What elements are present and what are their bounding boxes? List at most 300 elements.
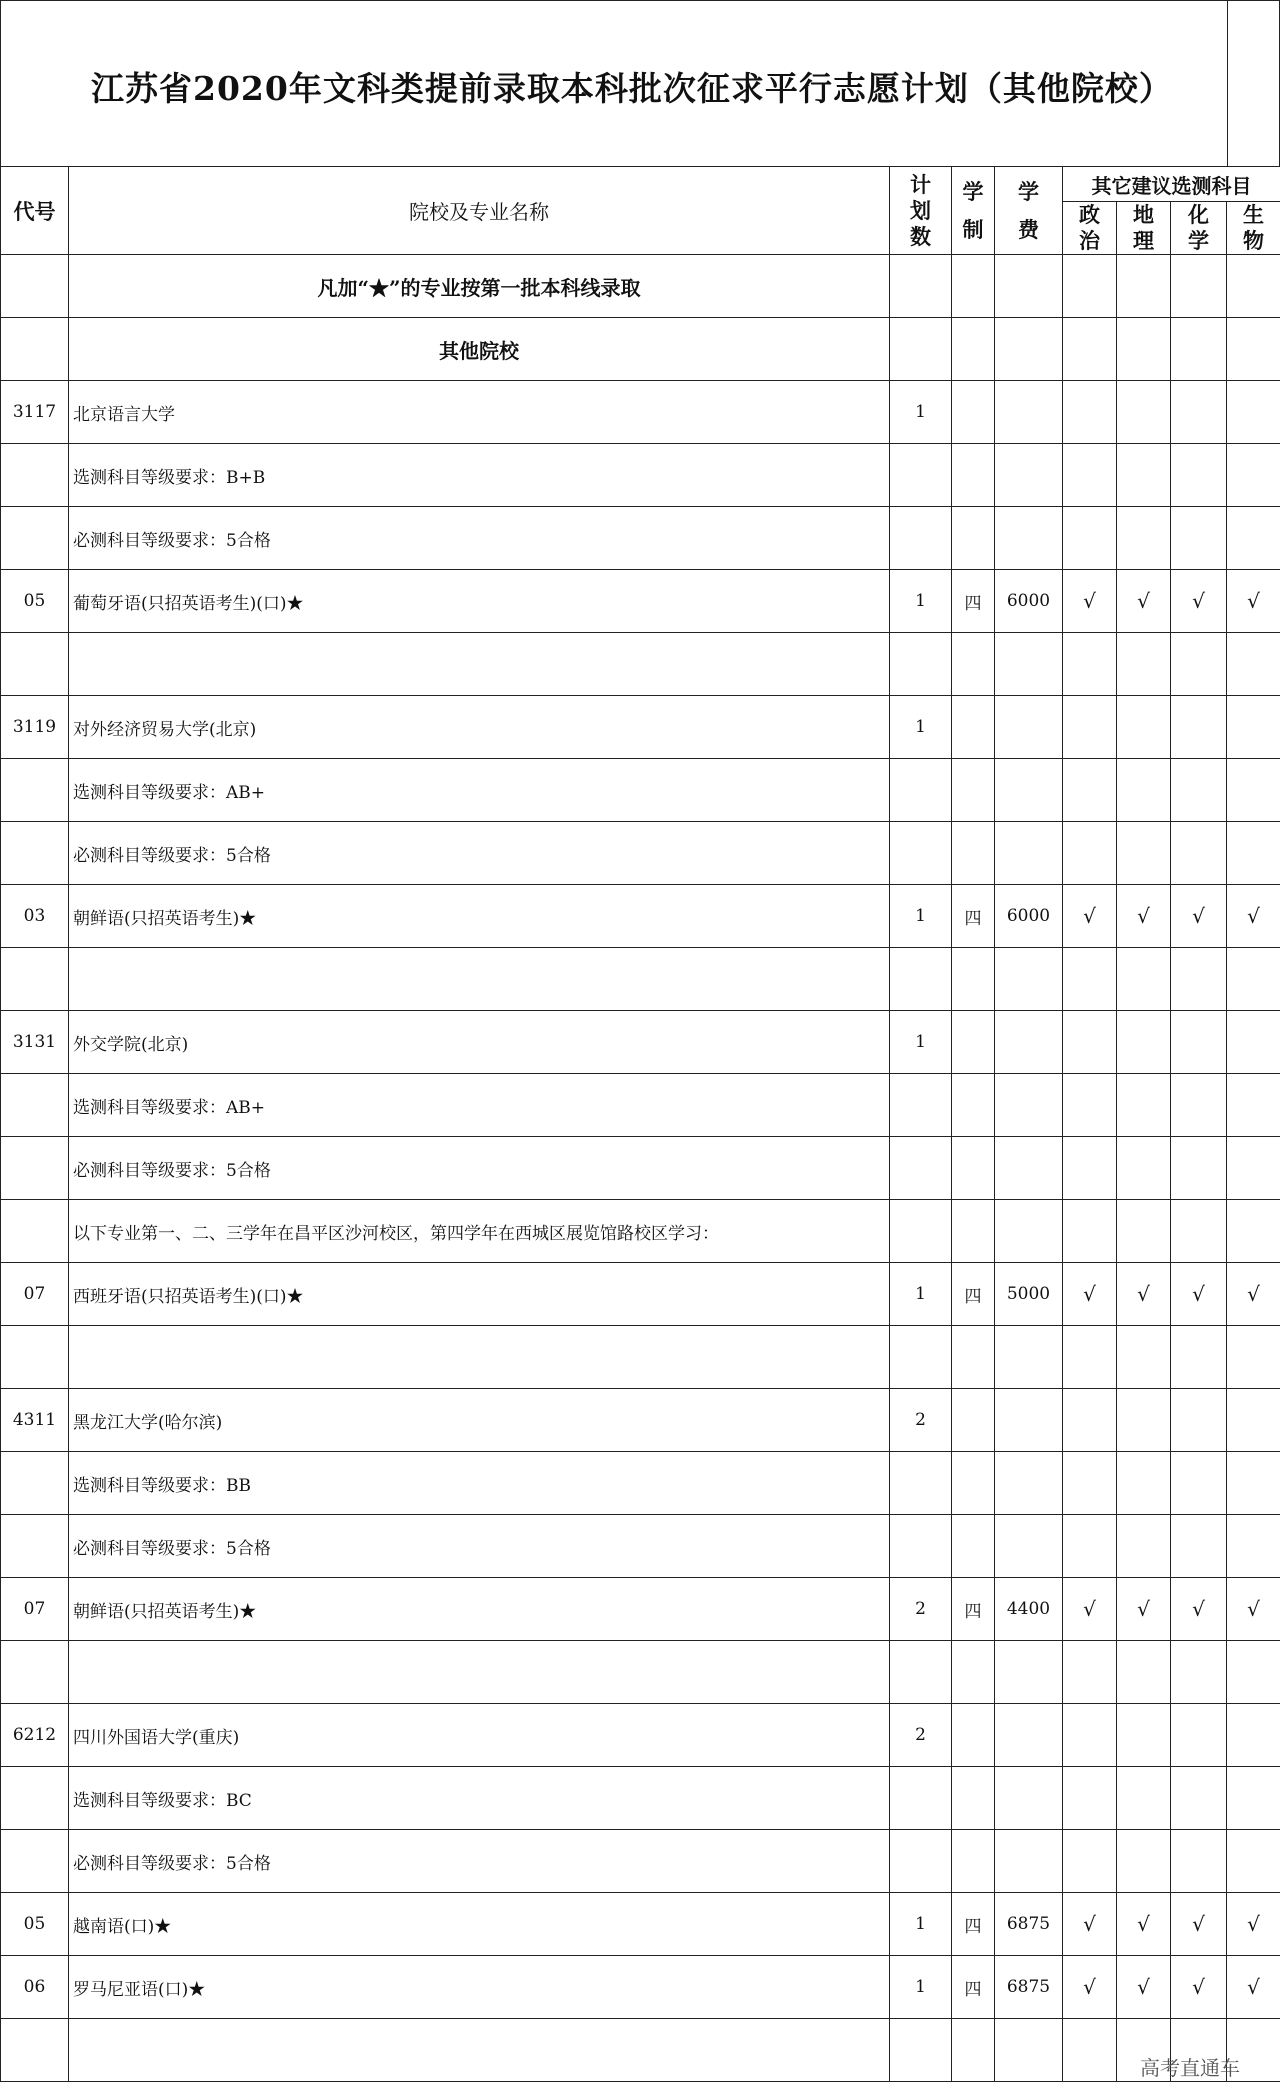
check-biology	[1227, 1515, 1280, 1578]
check-geography	[1117, 318, 1171, 381]
check-politics	[1063, 1641, 1117, 1704]
fee-cell	[995, 381, 1063, 444]
duration-cell	[952, 1767, 995, 1830]
duration-cell	[952, 1011, 995, 1074]
check-chemistry: √	[1171, 1893, 1227, 1956]
check-biology	[1227, 318, 1280, 381]
check-chemistry	[1171, 1767, 1227, 1830]
name-cell: 葡萄牙语(只招英语考生)(口)★	[69, 570, 890, 633]
check-biology	[1227, 822, 1280, 885]
check-politics: √	[1063, 1263, 1117, 1326]
header-politics	[1063, 202, 1117, 255]
plan-count-cell: 1	[890, 1011, 952, 1074]
duration-cell	[952, 255, 995, 318]
check-geography	[1117, 1704, 1171, 1767]
plan-count-cell	[890, 444, 952, 507]
check-geography	[1117, 633, 1171, 696]
check-politics	[1063, 1767, 1117, 1830]
header-name: 院校及专业名称	[69, 167, 890, 255]
table-row-blank	[1, 2019, 1280, 2082]
check-chemistry	[1171, 822, 1227, 885]
duration-cell	[952, 1515, 995, 1578]
check-biology	[1227, 1767, 1280, 1830]
table-row-note	[1, 507, 1280, 570]
table-row-blank	[1, 1326, 1280, 1389]
header-char: 学	[1188, 228, 1209, 253]
check-geography	[1117, 1074, 1171, 1137]
fee-cell	[995, 948, 1063, 1011]
table-row-note	[1, 1767, 1280, 1830]
header-char: 治	[1079, 228, 1100, 253]
check-biology	[1227, 444, 1280, 507]
check-geography	[1117, 1389, 1171, 1452]
code-cell	[1, 318, 69, 381]
check-politics	[1063, 633, 1117, 696]
plan-count-cell: 1	[890, 1893, 952, 1956]
code-cell	[1, 1767, 69, 1830]
name-cell: 朝鲜语(只招英语考生)★	[69, 885, 890, 948]
header-char: 地	[1133, 202, 1154, 227]
check-politics: √	[1063, 1893, 1117, 1956]
check-biology	[1227, 1074, 1280, 1137]
plan-count-cell: 2	[890, 1389, 952, 1452]
check-politics	[1063, 1830, 1117, 1893]
code-cell: 3117	[1, 381, 69, 444]
check-biology	[1227, 1830, 1280, 1893]
plan-count-cell	[890, 318, 952, 381]
title-row	[0, 0, 1280, 166]
header-row-top	[1, 167, 1280, 202]
table-row-blank	[1, 948, 1280, 1011]
table-row-school	[1, 1011, 1280, 1074]
fee-cell	[995, 1767, 1063, 1830]
check-geography	[1117, 1326, 1171, 1389]
name-cell: 必测科目等级要求：5合格	[69, 507, 890, 570]
check-politics	[1063, 1515, 1117, 1578]
check-chemistry	[1171, 1515, 1227, 1578]
check-biology	[1227, 1137, 1280, 1200]
check-chemistry	[1171, 381, 1227, 444]
name-cell	[69, 633, 890, 696]
check-geography	[1117, 1515, 1171, 1578]
code-cell	[1, 1137, 69, 1200]
name-cell	[69, 2019, 890, 2082]
plan-count-cell: 2	[890, 1704, 952, 1767]
check-chemistry	[1171, 1326, 1227, 1389]
fee-cell	[995, 1011, 1063, 1074]
name-cell: 罗马尼亚语(口)★	[69, 1956, 890, 2019]
code-cell	[1, 633, 69, 696]
plan-count-cell	[890, 1074, 952, 1137]
fee-cell	[995, 444, 1063, 507]
check-politics	[1063, 1389, 1117, 1452]
code-cell	[1, 759, 69, 822]
check-biology	[1227, 381, 1280, 444]
check-geography	[1117, 759, 1171, 822]
fee-cell	[995, 759, 1063, 822]
check-politics	[1063, 1074, 1117, 1137]
check-politics: √	[1063, 570, 1117, 633]
duration-cell	[952, 1137, 995, 1200]
fee-cell: 6875	[995, 1893, 1063, 1956]
header-char: 物	[1243, 228, 1264, 253]
duration-cell	[952, 1200, 995, 1263]
check-geography	[1117, 507, 1171, 570]
name-cell: 四川外国语大学(重庆)	[69, 1704, 890, 1767]
fee-cell	[995, 1830, 1063, 1893]
check-geography	[1117, 1200, 1171, 1263]
name-cell: 选测科目等级要求：AB+	[69, 1074, 890, 1137]
check-chemistry	[1171, 507, 1227, 570]
code-cell: 05	[1, 570, 69, 633]
table-row-school	[1, 696, 1280, 759]
plan-count-cell	[890, 1326, 952, 1389]
table-row-banner	[1, 255, 1280, 318]
code-cell: 05	[1, 1893, 69, 1956]
check-chemistry	[1171, 1389, 1227, 1452]
duration-cell	[952, 696, 995, 759]
code-cell: 03	[1, 885, 69, 948]
check-biology	[1227, 1704, 1280, 1767]
duration-cell	[952, 444, 995, 507]
check-chemistry	[1171, 318, 1227, 381]
header-char: 学	[1018, 178, 1039, 204]
check-geography	[1117, 696, 1171, 759]
check-biology	[1227, 633, 1280, 696]
fee-cell	[995, 696, 1063, 759]
header-char: 数	[910, 223, 931, 249]
fee-cell	[995, 318, 1063, 381]
check-chemistry: √	[1171, 1263, 1227, 1326]
check-geography: √	[1117, 1263, 1171, 1326]
check-politics	[1063, 759, 1117, 822]
check-politics	[1063, 318, 1117, 381]
plan-count-cell	[890, 1767, 952, 1830]
code-cell: 06	[1, 1956, 69, 2019]
duration-cell	[952, 1704, 995, 1767]
fee-cell: 6000	[995, 570, 1063, 633]
check-politics	[1063, 1137, 1117, 1200]
check-biology	[1227, 1452, 1280, 1515]
fee-cell	[995, 633, 1063, 696]
code-cell	[1, 507, 69, 570]
table-row-major	[1, 1263, 1280, 1326]
header-char: 费	[1018, 216, 1039, 242]
check-biology: √	[1227, 570, 1280, 633]
fee-cell	[995, 255, 1063, 318]
fee-cell	[995, 1074, 1063, 1137]
section-banner: 其他院校	[69, 318, 890, 381]
name-cell: 选测科目等级要求：AB+	[69, 759, 890, 822]
name-cell: 选测科目等级要求：BC	[69, 1767, 890, 1830]
header-char: 政	[1079, 202, 1100, 227]
section-banner: 凡加“★”的专业按第一批本科线录取	[69, 255, 890, 318]
code-cell	[1, 1200, 69, 1263]
check-politics	[1063, 1011, 1117, 1074]
check-politics: √	[1063, 1956, 1117, 2019]
check-geography	[1117, 444, 1171, 507]
code-cell	[1, 1641, 69, 1704]
name-cell: 朝鲜语(只招英语考生)★	[69, 1578, 890, 1641]
name-cell	[69, 948, 890, 1011]
header-char: 理	[1133, 228, 1154, 253]
duration-cell: 四	[952, 885, 995, 948]
check-chemistry	[1171, 633, 1227, 696]
check-chemistry	[1171, 1011, 1227, 1074]
check-geography: √	[1117, 885, 1171, 948]
duration-cell	[952, 381, 995, 444]
duration-cell	[952, 2019, 995, 2082]
check-politics	[1063, 444, 1117, 507]
check-biology	[1227, 507, 1280, 570]
name-cell: 必测科目等级要求：5合格	[69, 822, 890, 885]
table-row-major	[1, 1893, 1280, 1956]
duration-cell	[952, 1389, 995, 1452]
table-row-blank	[1, 1641, 1280, 1704]
check-chemistry	[1171, 255, 1227, 318]
admission-plan-table	[0, 166, 1280, 2082]
code-cell: 3131	[1, 1011, 69, 1074]
header-chemistry	[1171, 202, 1227, 255]
name-cell: 选测科目等级要求：B+B	[69, 444, 890, 507]
name-cell: 必测科目等级要求：5合格	[69, 1830, 890, 1893]
table-row-note	[1, 1200, 1280, 1263]
name-cell	[69, 1326, 890, 1389]
header-fee	[995, 167, 1063, 255]
duration-cell	[952, 633, 995, 696]
header-char: 化	[1188, 202, 1209, 227]
check-politics	[1063, 696, 1117, 759]
header-biology	[1227, 202, 1280, 255]
plan-count-cell: 1	[890, 381, 952, 444]
duration-cell	[952, 948, 995, 1011]
table-row-school	[1, 1704, 1280, 1767]
plan-count-cell	[890, 1515, 952, 1578]
check-geography	[1117, 822, 1171, 885]
plan-count-cell	[890, 1200, 952, 1263]
check-biology	[1227, 696, 1280, 759]
table-row-school	[1, 1389, 1280, 1452]
table-row-major	[1, 885, 1280, 948]
table-row-note	[1, 444, 1280, 507]
plan-count-cell	[890, 1452, 952, 1515]
fee-cell	[995, 1515, 1063, 1578]
check-biology: √	[1227, 1578, 1280, 1641]
check-politics	[1063, 255, 1117, 318]
table-row-major	[1, 570, 1280, 633]
code-cell	[1, 1830, 69, 1893]
table-row-note	[1, 1074, 1280, 1137]
table-row-note	[1, 1830, 1280, 1893]
plan-count-cell	[890, 1641, 952, 1704]
fee-cell	[995, 1389, 1063, 1452]
plan-count-cell	[890, 1830, 952, 1893]
check-politics	[1063, 2019, 1117, 2082]
check-politics: √	[1063, 885, 1117, 948]
plan-count-cell	[890, 507, 952, 570]
name-cell: 越南语(口)★	[69, 1893, 890, 1956]
check-chemistry	[1171, 696, 1227, 759]
code-cell	[1, 822, 69, 885]
duration-cell: 四	[952, 1956, 995, 2019]
duration-cell: 四	[952, 1893, 995, 1956]
fee-cell	[995, 507, 1063, 570]
fee-cell	[995, 1704, 1063, 1767]
check-biology	[1227, 1326, 1280, 1389]
fee-cell	[995, 1326, 1063, 1389]
name-cell: 外交学院(北京)	[69, 1011, 890, 1074]
code-cell: 07	[1, 1263, 69, 1326]
check-geography: √	[1117, 1956, 1171, 2019]
plan-count-cell: 1	[890, 1956, 952, 2019]
check-biology	[1227, 255, 1280, 318]
plan-count-cell	[890, 2019, 952, 2082]
name-cell: 西班牙语(只招英语考生)(口)★	[69, 1263, 890, 1326]
check-chemistry	[1171, 444, 1227, 507]
check-chemistry	[1171, 1641, 1227, 1704]
page-title: 江苏省2020年文科类提前录取本科批次征求平行志愿计划（其他院校）	[91, 69, 1173, 108]
check-geography	[1117, 381, 1171, 444]
check-geography	[1117, 1767, 1171, 1830]
header-char: 划	[910, 197, 931, 223]
check-chemistry: √	[1171, 885, 1227, 948]
check-biology: √	[1227, 1893, 1280, 1956]
code-cell: 4311	[1, 1389, 69, 1452]
duration-cell: 四	[952, 1263, 995, 1326]
fee-cell: 5000	[995, 1263, 1063, 1326]
check-biology	[1227, 948, 1280, 1011]
duration-cell	[952, 759, 995, 822]
duration-cell	[952, 1641, 995, 1704]
plan-count-cell	[890, 948, 952, 1011]
check-geography: √	[1117, 570, 1171, 633]
check-biology: √	[1227, 885, 1280, 948]
check-politics	[1063, 948, 1117, 1011]
check-biology	[1227, 1641, 1280, 1704]
check-geography: √	[1117, 1578, 1171, 1641]
duration-cell	[952, 822, 995, 885]
name-cell	[69, 1641, 890, 1704]
plan-count-cell	[890, 822, 952, 885]
check-geography	[1117, 1137, 1171, 1200]
table-row-blank	[1, 633, 1280, 696]
name-cell: 以下专业第一、二、三学年在昌平区沙河校区，第四学年在西城区展览馆路校区学习：	[69, 1200, 890, 1263]
check-chemistry: √	[1171, 1956, 1227, 2019]
code-cell	[1, 2019, 69, 2082]
check-geography	[1117, 255, 1171, 318]
check-chemistry	[1171, 1137, 1227, 1200]
header-code: 代号	[1, 167, 69, 255]
fee-cell: 6875	[995, 1956, 1063, 2019]
check-geography	[1117, 1830, 1171, 1893]
check-chemistry	[1171, 1074, 1227, 1137]
check-politics	[1063, 1452, 1117, 1515]
fee-cell	[995, 1200, 1063, 1263]
plan-count-cell: 1	[890, 570, 952, 633]
check-biology: √	[1227, 1956, 1280, 2019]
check-biology: √	[1227, 1263, 1280, 1326]
plan-count-cell	[890, 759, 952, 822]
fee-cell: 6000	[995, 885, 1063, 948]
code-cell	[1, 255, 69, 318]
check-chemistry	[1171, 1452, 1227, 1515]
code-cell	[1, 444, 69, 507]
duration-cell	[952, 1830, 995, 1893]
duration-cell	[952, 507, 995, 570]
code-cell	[1, 1452, 69, 1515]
plan-count-cell: 2	[890, 1578, 952, 1641]
plan-count-cell	[890, 1137, 952, 1200]
table-row-note	[1, 1515, 1280, 1578]
check-chemistry	[1171, 1704, 1227, 1767]
table-row-note	[1, 1137, 1280, 1200]
code-cell	[1, 1515, 69, 1578]
duration-cell	[952, 318, 995, 381]
check-politics	[1063, 1704, 1117, 1767]
watermark: 高考直通车	[1140, 2056, 1240, 2080]
header-duration	[952, 167, 995, 255]
title-column-divider	[1227, 0, 1228, 166]
name-cell: 黑龙江大学(哈尔滨)	[69, 1389, 890, 1452]
check-chemistry: √	[1171, 570, 1227, 633]
header-char: 学	[962, 178, 984, 204]
check-chemistry	[1171, 948, 1227, 1011]
plan-count-cell: 1	[890, 1263, 952, 1326]
fee-cell	[995, 1137, 1063, 1200]
fee-cell	[995, 1641, 1063, 1704]
check-chemistry	[1171, 1200, 1227, 1263]
header-char: 制	[962, 216, 984, 242]
plan-count-cell: 1	[890, 885, 952, 948]
check-politics	[1063, 381, 1117, 444]
check-geography	[1117, 1452, 1171, 1515]
check-politics	[1063, 1200, 1117, 1263]
duration-cell	[952, 1074, 995, 1137]
table-row-school	[1, 381, 1280, 444]
check-chemistry	[1171, 1830, 1227, 1893]
plan-count-cell: 1	[890, 696, 952, 759]
table-row-major	[1, 1956, 1280, 2019]
code-cell: 3119	[1, 696, 69, 759]
check-chemistry: √	[1171, 1578, 1227, 1641]
fee-cell	[995, 822, 1063, 885]
header-char: 生	[1243, 202, 1264, 227]
check-chemistry	[1171, 759, 1227, 822]
fee-cell	[995, 1452, 1063, 1515]
name-cell: 必测科目等级要求：5合格	[69, 1137, 890, 1200]
duration-cell	[952, 1326, 995, 1389]
code-cell	[1, 1326, 69, 1389]
check-biology	[1227, 1200, 1280, 1263]
code-cell	[1, 948, 69, 1011]
check-politics	[1063, 1326, 1117, 1389]
fee-cell: 4400	[995, 1578, 1063, 1641]
check-politics: √	[1063, 1578, 1117, 1641]
check-politics	[1063, 822, 1117, 885]
check-biology	[1227, 1011, 1280, 1074]
name-cell: 选测科目等级要求：BB	[69, 1452, 890, 1515]
duration-cell: 四	[952, 1578, 995, 1641]
duration-cell: 四	[952, 570, 995, 633]
name-cell: 必测科目等级要求：5合格	[69, 1515, 890, 1578]
check-politics	[1063, 507, 1117, 570]
header-plan-count	[890, 167, 952, 255]
table-row-note	[1, 759, 1280, 822]
check-geography	[1117, 1641, 1171, 1704]
check-biology	[1227, 759, 1280, 822]
fee-cell	[995, 2019, 1063, 2082]
check-biology	[1227, 1389, 1280, 1452]
